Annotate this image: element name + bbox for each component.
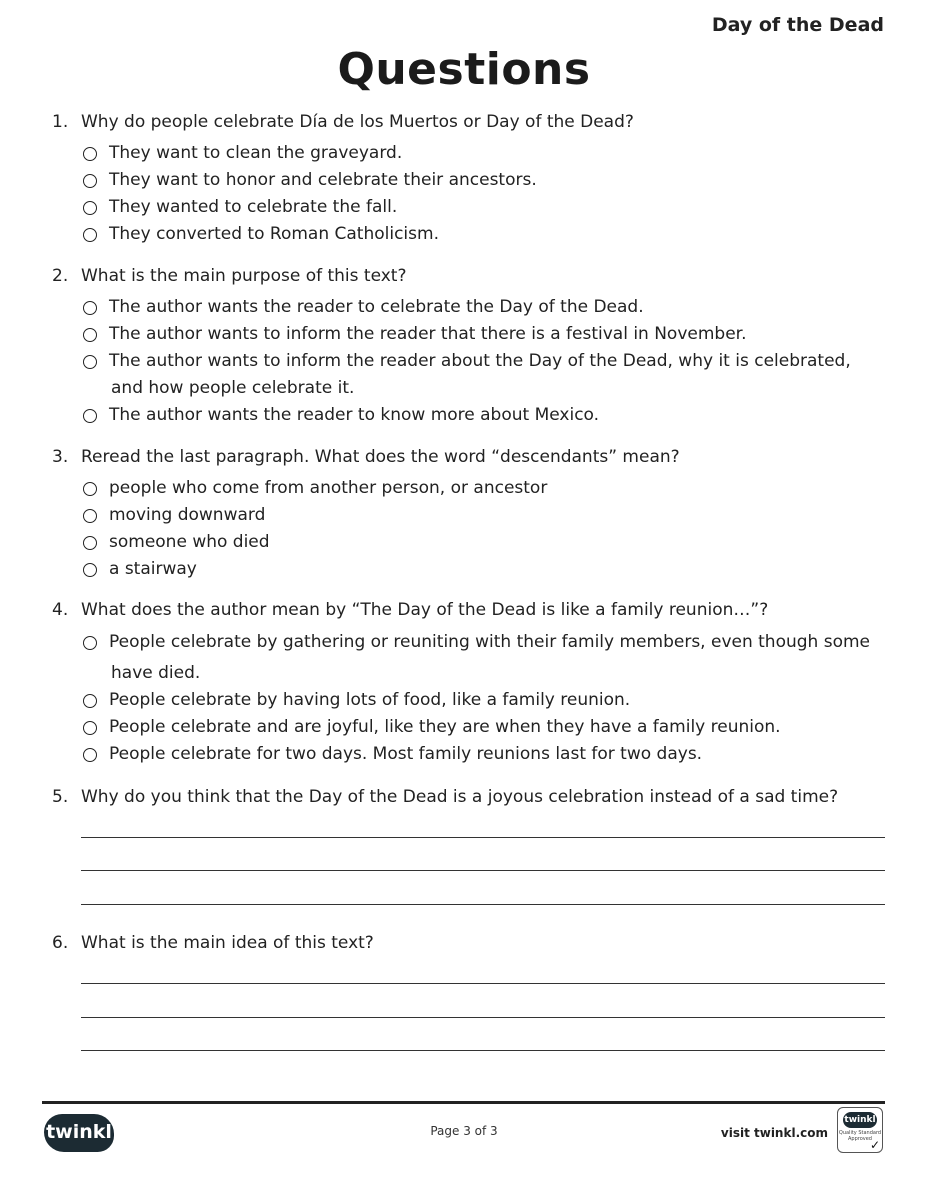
answer-line[interactable]: [81, 837, 885, 838]
answer-option: People celebrate for two days. Most family reunions last for two days.: [109, 744, 703, 764]
answer-radio[interactable]: [83, 636, 97, 650]
answer-radio[interactable]: [83, 328, 97, 342]
answer-radio[interactable]: [83, 482, 97, 496]
answer-radio[interactable]: [83, 536, 97, 550]
answer-line[interactable]: [81, 870, 885, 871]
answer-line[interactable]: [81, 1017, 885, 1018]
footer-divider: [42, 1101, 885, 1104]
checkmark-icon: ✓: [869, 1138, 880, 1152]
answer-radio[interactable]: [83, 228, 97, 242]
answer-option: moving downward: [109, 505, 266, 525]
question-text: Reread the last paragraph. What does the word “descendants” mean?: [81, 447, 680, 467]
answer-option: someone who died: [109, 532, 270, 552]
answer-radio[interactable]: [83, 147, 97, 161]
badge-logo: twinkl: [843, 1112, 877, 1128]
answer-option: People celebrate by having lots of food, like a family reunion.: [109, 690, 631, 710]
answer-radio[interactable]: [83, 355, 97, 369]
question-number: 3.: [52, 447, 69, 467]
answer-radio[interactable]: [83, 694, 97, 708]
answer-option: a stairway: [109, 559, 197, 579]
answer-radio[interactable]: [83, 509, 97, 523]
question-text: What does the author mean by “The Day of the Dead is like a family reunion…”?: [81, 600, 769, 620]
question-text: Why do you think that the Day of the Dead is a joyous celebration instead of a sad time?: [81, 787, 839, 807]
answer-line[interactable]: [81, 904, 885, 905]
answer-radio[interactable]: [83, 174, 97, 188]
answer-option: People celebrate by gathering or reuniting with their family members, even though some: [109, 632, 870, 652]
quality-badge-icon: [837, 1107, 883, 1153]
answer-option: The author wants to inform the reader about the Day of the Dead, why it is celebrated,: [109, 351, 851, 371]
question-number: 1.: [52, 112, 69, 132]
answer-option-continued: have died.: [111, 663, 201, 683]
answer-radio[interactable]: [83, 201, 97, 215]
answer-radio[interactable]: [83, 563, 97, 577]
answer-option: They wanted to celebrate the fall.: [109, 197, 398, 217]
answer-option: The author wants the reader to celebrate the Day of the Dead.: [109, 297, 644, 317]
question-text: Why do people celebrate Día de los Muertos or Day of the Dead?: [81, 112, 634, 132]
visit-link[interactable]: visit twinkl.com: [720, 1126, 828, 1140]
answer-option: The author wants the reader to know more about Mexico.: [109, 405, 600, 425]
answer-line[interactable]: [81, 1050, 885, 1051]
answer-radio[interactable]: [83, 748, 97, 762]
question-text: What is the main idea of this text?: [81, 933, 374, 953]
answer-radio[interactable]: [83, 301, 97, 315]
question-number: 5.: [52, 787, 69, 807]
worksheet-topic: Day of the Dead: [711, 14, 884, 36]
page-number: Page 3 of 3: [430, 1124, 498, 1138]
answer-option-continued: and how people celebrate it.: [111, 378, 355, 398]
page-title: Questions: [337, 44, 591, 95]
question-number: 4.: [52, 600, 69, 620]
answer-line[interactable]: [81, 983, 885, 984]
answer-option: They want to clean the graveyard.: [109, 143, 403, 163]
answer-option: They converted to Roman Catholicism.: [109, 224, 439, 244]
question-number: 2.: [52, 266, 69, 286]
question-text: What is the main purpose of this text?: [81, 266, 407, 286]
question-number: 6.: [52, 933, 69, 953]
answer-option: people who come from another person, or ancestor: [109, 478, 548, 498]
answer-option: People celebrate and are joyful, like they are when they have a family reunion.: [109, 717, 781, 737]
answer-option: They want to honor and celebrate their ancestors.: [109, 170, 537, 190]
logo-text: twinkl: [46, 1121, 112, 1143]
answer-radio[interactable]: [83, 721, 97, 735]
answer-radio[interactable]: [83, 409, 97, 423]
answer-option: The author wants to inform the reader that there is a festival in November.: [109, 324, 747, 344]
badge-text: Quality Standard Approved: [838, 1130, 882, 1142]
